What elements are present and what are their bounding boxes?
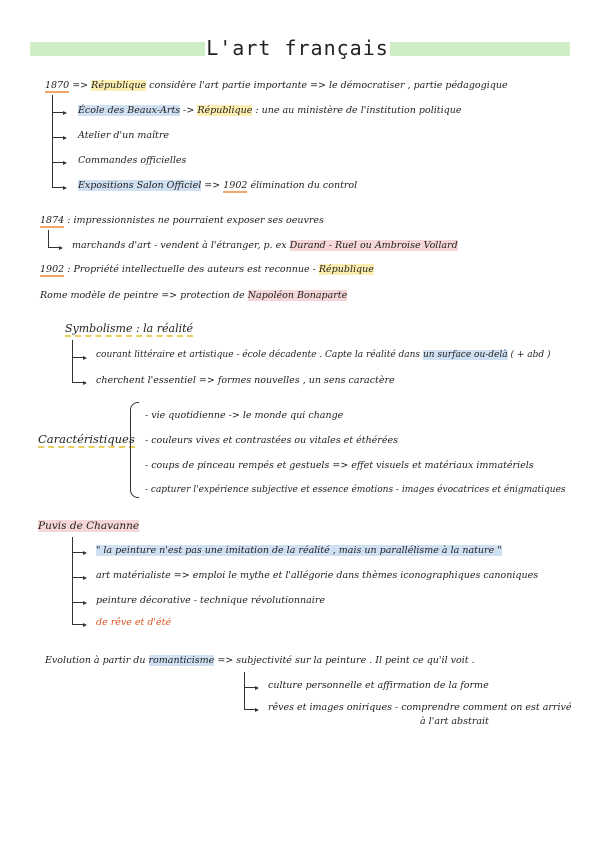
puvis-heading xyxy=(38,520,139,532)
arrow-icon xyxy=(72,540,83,553)
evolution-s2: rêves et images oniriques - comprendre comment on est arrivé xyxy=(268,702,572,713)
carac-item-3: - coups de pinceau rempés et gestuels => effet visuels et matériaux immatériels xyxy=(145,460,534,471)
sub4-text: élimination du control xyxy=(250,180,358,191)
sub-1870-1 xyxy=(78,105,461,116)
symb-l1c: ( + abd ) xyxy=(510,350,551,360)
symbolisme-title: Symbolisme : la réalité xyxy=(65,322,194,335)
arrow-icon xyxy=(52,125,63,138)
sub-1870-2: Atelier d'un maître xyxy=(78,130,170,141)
sub-1874 xyxy=(72,240,458,251)
arrow-icon xyxy=(48,235,59,248)
evolution-c: => subjectivité sur la peinture . Il peint ce qu'il voit . xyxy=(217,655,475,666)
year-1902-a: 1902 xyxy=(223,180,248,191)
arrow-icon xyxy=(72,590,83,603)
symbolisme-l1 xyxy=(96,350,551,360)
napoleon: Napoléon Bonaparte xyxy=(247,290,348,301)
beaux-arts: École des Beaux-Arts xyxy=(78,105,181,116)
year-1874: 1874 xyxy=(40,215,65,226)
durand-ruel: Durand - Ruel ou Ambroise Vollard xyxy=(289,240,458,251)
arrow-icon xyxy=(72,370,83,383)
puvis-l3: peinture décorative - technique révolutionnaire xyxy=(96,595,325,606)
republique-1902: République xyxy=(318,264,374,275)
arrow-icon xyxy=(72,345,83,358)
symb-l1a: courant littéraire et artistique - école décadente . Capte la réalité dans xyxy=(96,350,421,360)
evolution-a: Evolution à partir du xyxy=(45,655,146,666)
arrow-icon xyxy=(52,175,63,188)
sub1-republique: République xyxy=(197,105,253,116)
evolution-s1: culture personnelle et affirmation de la forme xyxy=(268,680,489,691)
symbolisme-l2: cherchent l'essentiel => formes nouvelles , un sens caractère xyxy=(96,375,395,386)
romanticisme: romanticisme xyxy=(148,655,215,666)
salon-officiel: Expositions Salon Officiel xyxy=(78,180,202,191)
puvis-l4: de rêve et d'été xyxy=(96,617,172,628)
sub-1870-4 xyxy=(78,180,357,191)
symb-l1b: un surface ou-delà xyxy=(422,350,508,360)
text-1874: : impressionnistes ne pourraient exposer ses oeuvres xyxy=(67,215,324,226)
sub1-arrow: -> xyxy=(183,105,195,116)
text-1902: : Propriété intellectuelle des auteurs est reconnue - xyxy=(67,264,316,275)
arrow-icon xyxy=(52,150,63,163)
carac-item-4: - capturer l'expérience subjective et essence émotions - images évocatrices et énigmatiques xyxy=(145,485,566,495)
year-1870: 1870 xyxy=(45,80,70,91)
caracteristiques-label xyxy=(38,432,135,446)
symbolisme-heading xyxy=(65,322,193,335)
arrow-icon xyxy=(244,697,255,710)
line-rome xyxy=(40,290,347,301)
republique-1870: République xyxy=(91,80,147,91)
page-title: L'art français xyxy=(206,36,389,60)
text-1870: considère l'art partie importante => le démocratiser , partie pédagogique xyxy=(149,80,508,91)
caracteristiques-title: Caractéristiques xyxy=(38,432,135,446)
line-1902 xyxy=(40,264,374,275)
arrow-1870: => xyxy=(72,80,89,91)
title-bar-right xyxy=(390,42,570,56)
sub4-arrow: => xyxy=(204,180,221,191)
sub-1874-text: marchands d'art - vendent à l'étranger, p. ex xyxy=(72,240,287,251)
carac-item-1: - vie quotidienne -> le monde qui change xyxy=(145,410,344,421)
year-1902: 1902 xyxy=(40,264,65,275)
title-bar-left xyxy=(30,42,205,56)
puvis-l2: art matérialiste => emploi le mythe et l'allégorie dans thèmes iconographiques canoniques xyxy=(96,570,539,581)
arrow-icon xyxy=(52,100,63,113)
arrow-icon xyxy=(72,565,83,578)
puvis-quote-text: " la peinture n'est pas une imitation de la réalité , mais un parallélisme à la nature " xyxy=(96,545,502,556)
sub1-text: : une au ministère de l'institution politique xyxy=(255,105,462,116)
carac-item-2: - couleurs vives et contrastées ou vitales et éthérées xyxy=(145,435,398,446)
sub-1870-3: Commandes officielles xyxy=(78,155,187,166)
arrow-icon xyxy=(244,675,255,688)
line-1874 xyxy=(40,215,324,226)
rome-text: Rome modèle de peintre => protection de xyxy=(40,290,245,301)
arrow-icon xyxy=(72,612,83,625)
evolution-line xyxy=(45,655,475,666)
puvis-title: Puvis de Chavanne xyxy=(38,520,140,532)
line-1870 xyxy=(45,80,508,91)
puvis-quote xyxy=(96,545,502,556)
brace xyxy=(130,402,139,498)
evolution-s2b: à l'art abstrait xyxy=(420,716,489,727)
